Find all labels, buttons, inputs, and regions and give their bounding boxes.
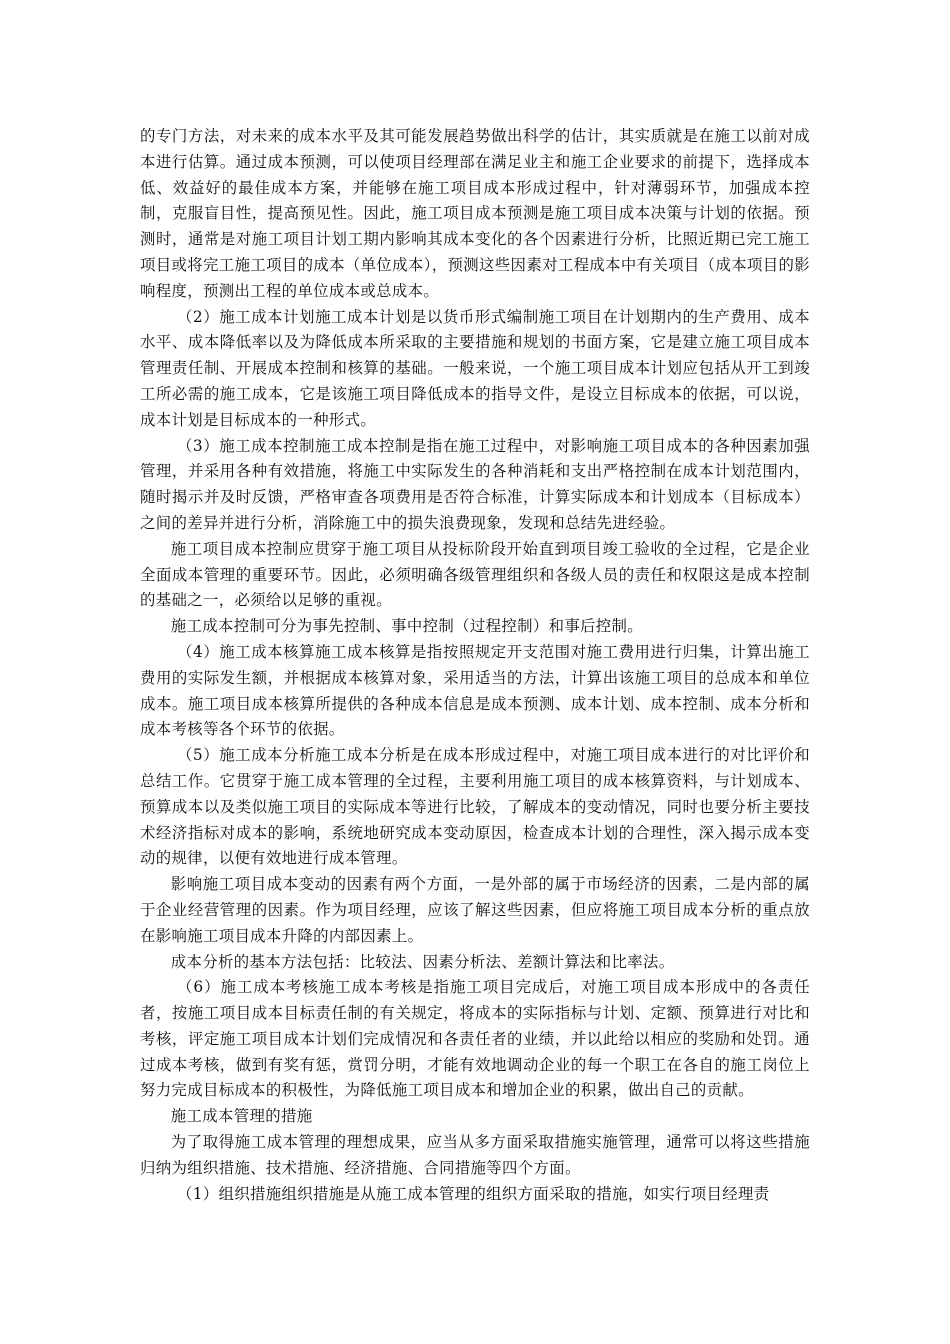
paragraph-cost-assessment: （6）施工成本考核施工成本考核是指施工项目完成后，对施工项目成本形成中的各责任者，按施工项目成本目标责任制的有关规定，将成本的实际指标与计划、定额、预算进行对比和考核，评定施工项目成本计划们完成情况和各责任者的业绩，并以此给以相应的奖励和处罚。通过成本考核，做到有奖有惩，赏罚分明，才能有效地调动企业的每一个职工在各自的施工岗位上努力完成目标成本的积极性，为降低施工项目成本和增加企业的积累，做出自己的贡献。 bbox=[140, 978, 810, 1100]
paragraph-cost-accounting: （4）施工成本核算施工成本核算是指按照规定开支范围对施工费用进行归集，计算出施工费用的实际发生额，并根据成本核算对象，采用适当的方法，计算出该施工项目的总成本和单位成本。施工项目成本核算所提供的各种成本信息是成本预测、成本计划、成本控制、成本分析和成本考核等各个环节的依据。 bbox=[140, 642, 810, 739]
paragraph-cost-control: （3）施工成本控制施工成本控制是指在施工过程中，对影响施工项目成本的各种因素加强管理，并采用各种有效措施，将施工中实际发生的各种消耗和支出严格控制在成本计划范围内，随时揭示并及时反馈，严格审查各项费用是否符合标准，计算实际成本和计划成本（目标成本）之间的差异并进行分析，消除施工中的损失浪费现象，发现和总结先进经验。 bbox=[140, 436, 810, 532]
section-heading-measures: 施工成本管理的措施 bbox=[170, 1107, 313, 1126]
paragraph-cost-analysis: （5）施工成本分析施工成本分析是在成本形成过程中，对施工项目成本进行的对比评价和总结工作。它贯穿于施工成本管理的全过程，主要利用施工项目的成本核算资料，与计划成本、预算成本以及类似施工项目的实际成本等进行比较，了解成本的变动情况，同时也要分析主要技术经济指标对成本的影响，系统地研究成本变动原因，检查成本计划的合理性，深入揭示成本变动的规律，以便有效地进行成本管理。 bbox=[140, 746, 810, 868]
paragraph-cost-forecast-continued: 的专门方法，对未来的成本水平及其可能发展趋势做出科学的估计，其实质就是在施工以前对成本进行估算。通过成本预测，可以使项目经理部在满足业主和施工企业要求的前提下，选择成本低、效益好的最佳成本方案，并能够在施工项目成本形成过程中，针对薄弱环节，加强成本控制，克服盲目性，提高预见性。因此，施工项目成本预测是施工项目成本决策与计划的依据。预测时，通常是对施工项目计划工期内影响其成本变化的各个因素进行分析，比照近期已完工施工项目或将完工施工项目的成本（单位成本），预测这些因素对工程成本中有关项目（成本项目的影响程度，预测出工程的单位成本或总成本。 bbox=[140, 127, 810, 300]
paragraph-cost-control-types: 施工成本控制可分为事先控制、事中控制（过程控制）和事后控制。 bbox=[170, 617, 644, 636]
paragraph-measures-intro: 为了取得施工成本管理的理想成果，应当从多方面采取措施实施管理，通常可以将这些措施归纳为组织措施、技术措施、经济措施、合同措施等四个方面。 bbox=[140, 1133, 810, 1177]
paragraph-cost-control-scope: 施工项目成本控制应贯穿于施工项目从投标阶段开始直到项目竣工验收的全过程，它是企业全面成本管理的重要环节。因此，必须明确各级管理组织和各级人员的责任和权限这是成本控制的基础之一，必须给以足够的重视。 bbox=[140, 539, 810, 610]
paragraph-organizational-measures: （1）组织措施组织措施是从施工成本管理的组织方面采取的措施，如实行项目经理责 bbox=[176, 1184, 770, 1203]
paragraph-cost-factors: 影响施工项目成本变动的因素有两个方面，一是外部的属于市场经济的因素，二是内部的属于企业经营管理的因素。作为项目经理，应该了解这些因素，但应将施工项目成本分析的重点放在影响施工项目成本升降的内部因素上。 bbox=[140, 875, 810, 945]
document-body bbox=[140, 124, 810, 1207]
paragraph-cost-plan: （2）施工成本计划施工成本计划是以货币形式编制施工项目在计划期内的生产费用、成本水平、成本降低率以及为降低成本所采取的主要措施和规划的书面方案，它是建立施工项目成本管理责任制、开展成本控制和核算的基础。一般来说，一个施工项目成本计划应包括从开工到竣工所必需的施工成本，它是该施工项目降低成本的指导文件，是设立目标成本的依据，可以说，成本计划是目标成本的一种形式。 bbox=[140, 307, 810, 429]
paragraph-analysis-methods: 成本分析的基本方法包括：比较法、因素分析法、差额计算法和比率法。 bbox=[170, 952, 675, 971]
